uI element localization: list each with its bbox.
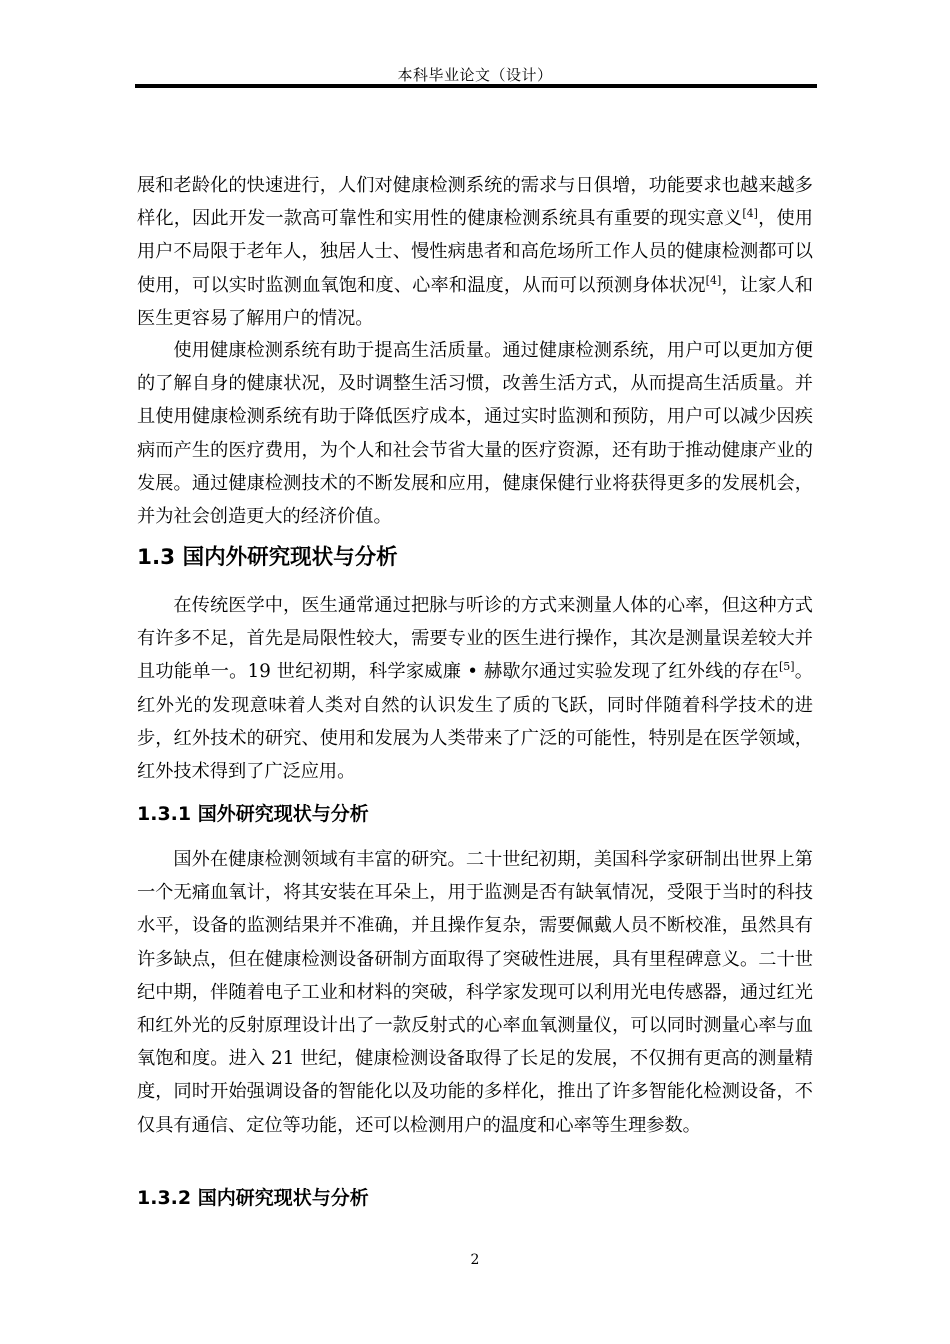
citation-ref: [4] [742,207,758,221]
running-header: 本科毕业论文（设计） [397,66,553,84]
paragraph-text: 。红外光的发现意味着人类对自然的认识发生了质的飞跃，同时伴随着科学技术的进步，红外技术的研究、使用和发展为人类带来了广泛的可能性，特别是在医学领域，红外技术得到了广泛应用。 [137,661,813,783]
paragraph-traditional-medicine [137,589,813,788]
paragraph-continuation [137,169,813,335]
page-number: 2 [470,1252,480,1268]
section-heading-1-3-1: 1.3.1 国外研究现状与分析 [137,803,369,825]
paragraph-text: 展和老龄化的快速进行，人们对健康检测系统的需求与日俱增，功能要求也越来越多样化，因此开发一款高可靠性和实用性的健康检测系统具有重要的现实意义 [137,175,813,230]
citation-ref: [4] [705,273,722,287]
section-heading-1-3-2: 1.3.2 国内研究现状与分析 [137,1187,369,1209]
paragraph-text: 在传统医学中，医生通常通过把脉与听诊的方式来测量人体的心率，但这种方式有许多不足，首先是局限性较大，需要专业的医生进行操作，其次是测量误差较大并且功能单一。19 世纪初期，科学家威廉 • 赫歇尔通过实验发现了红外线的存在 [137,595,813,683]
paragraph-quality-of-life: 使用健康检测系统有助于提高生活质量。通过健康检测系统，用户可以更加方便的了解自身的健康状况，及时调整生活习惯，改善生活方式，从而提高生活质量。并且使用健康检测系统有助于降低医疗成本，通过实时监测和预防，用户可以减少因疾病而产生的医疗费用，为个人和社会节省大量的医疗资源，还有助于推动健康产业的发展。通过健康检测技术的不断发展和应用，健康保健行业将获得更多的发展机会，并为社会创造更大的经济价值。 [137,340,813,528]
paragraph-foreign-research: 国外在健康检测领域有丰富的研究。二十世纪初期，美国科学家研制出世界上第一个无痛血氧计，将其安装在耳朵上，用于监测是否有缺氧情况，受限于当时的科技水平，设备的监测结果并不准确，并且操作复杂，需要佩戴人员不断校准，虽然具有许多缺点，但在健康检测设备研制方面取得了突破性进展，具有里程碑意义。二十世纪中期，伴随着电子工业和材料的突破，科学家发现可以利用光电传感器，通过红光和红外光的反射原理设计出了一款反射式的心率血氧测量仪，可以同时测量心率与血氧饱和度。进入 21 世纪，健康检测设备取得了长足的发展，不仅拥有更高的测量精度，同时开始强调设备的智能化以及功能的多样化，推出了许多智能化检测设备，不仅具有通信、定位等功能，还可以检测用户的温度和心率等生理参数。 [137,849,813,1136]
citation-ref: [5] [778,660,795,674]
section-heading-1-3: 1.3 国内外研究现状与分析 [137,545,398,570]
paragraph-text: ，使用用户不局限于老年人，独居人士、慢性病患者和高危场所工作人员的健康检测都可以使用，可以实时监测血氧饱和度、心率和温度，从而可以预测身体状况 [137,208,813,296]
header-rule [135,84,817,88]
paragraph-text: ，让家人和医生更容易了解用户的情况。 [137,274,813,329]
